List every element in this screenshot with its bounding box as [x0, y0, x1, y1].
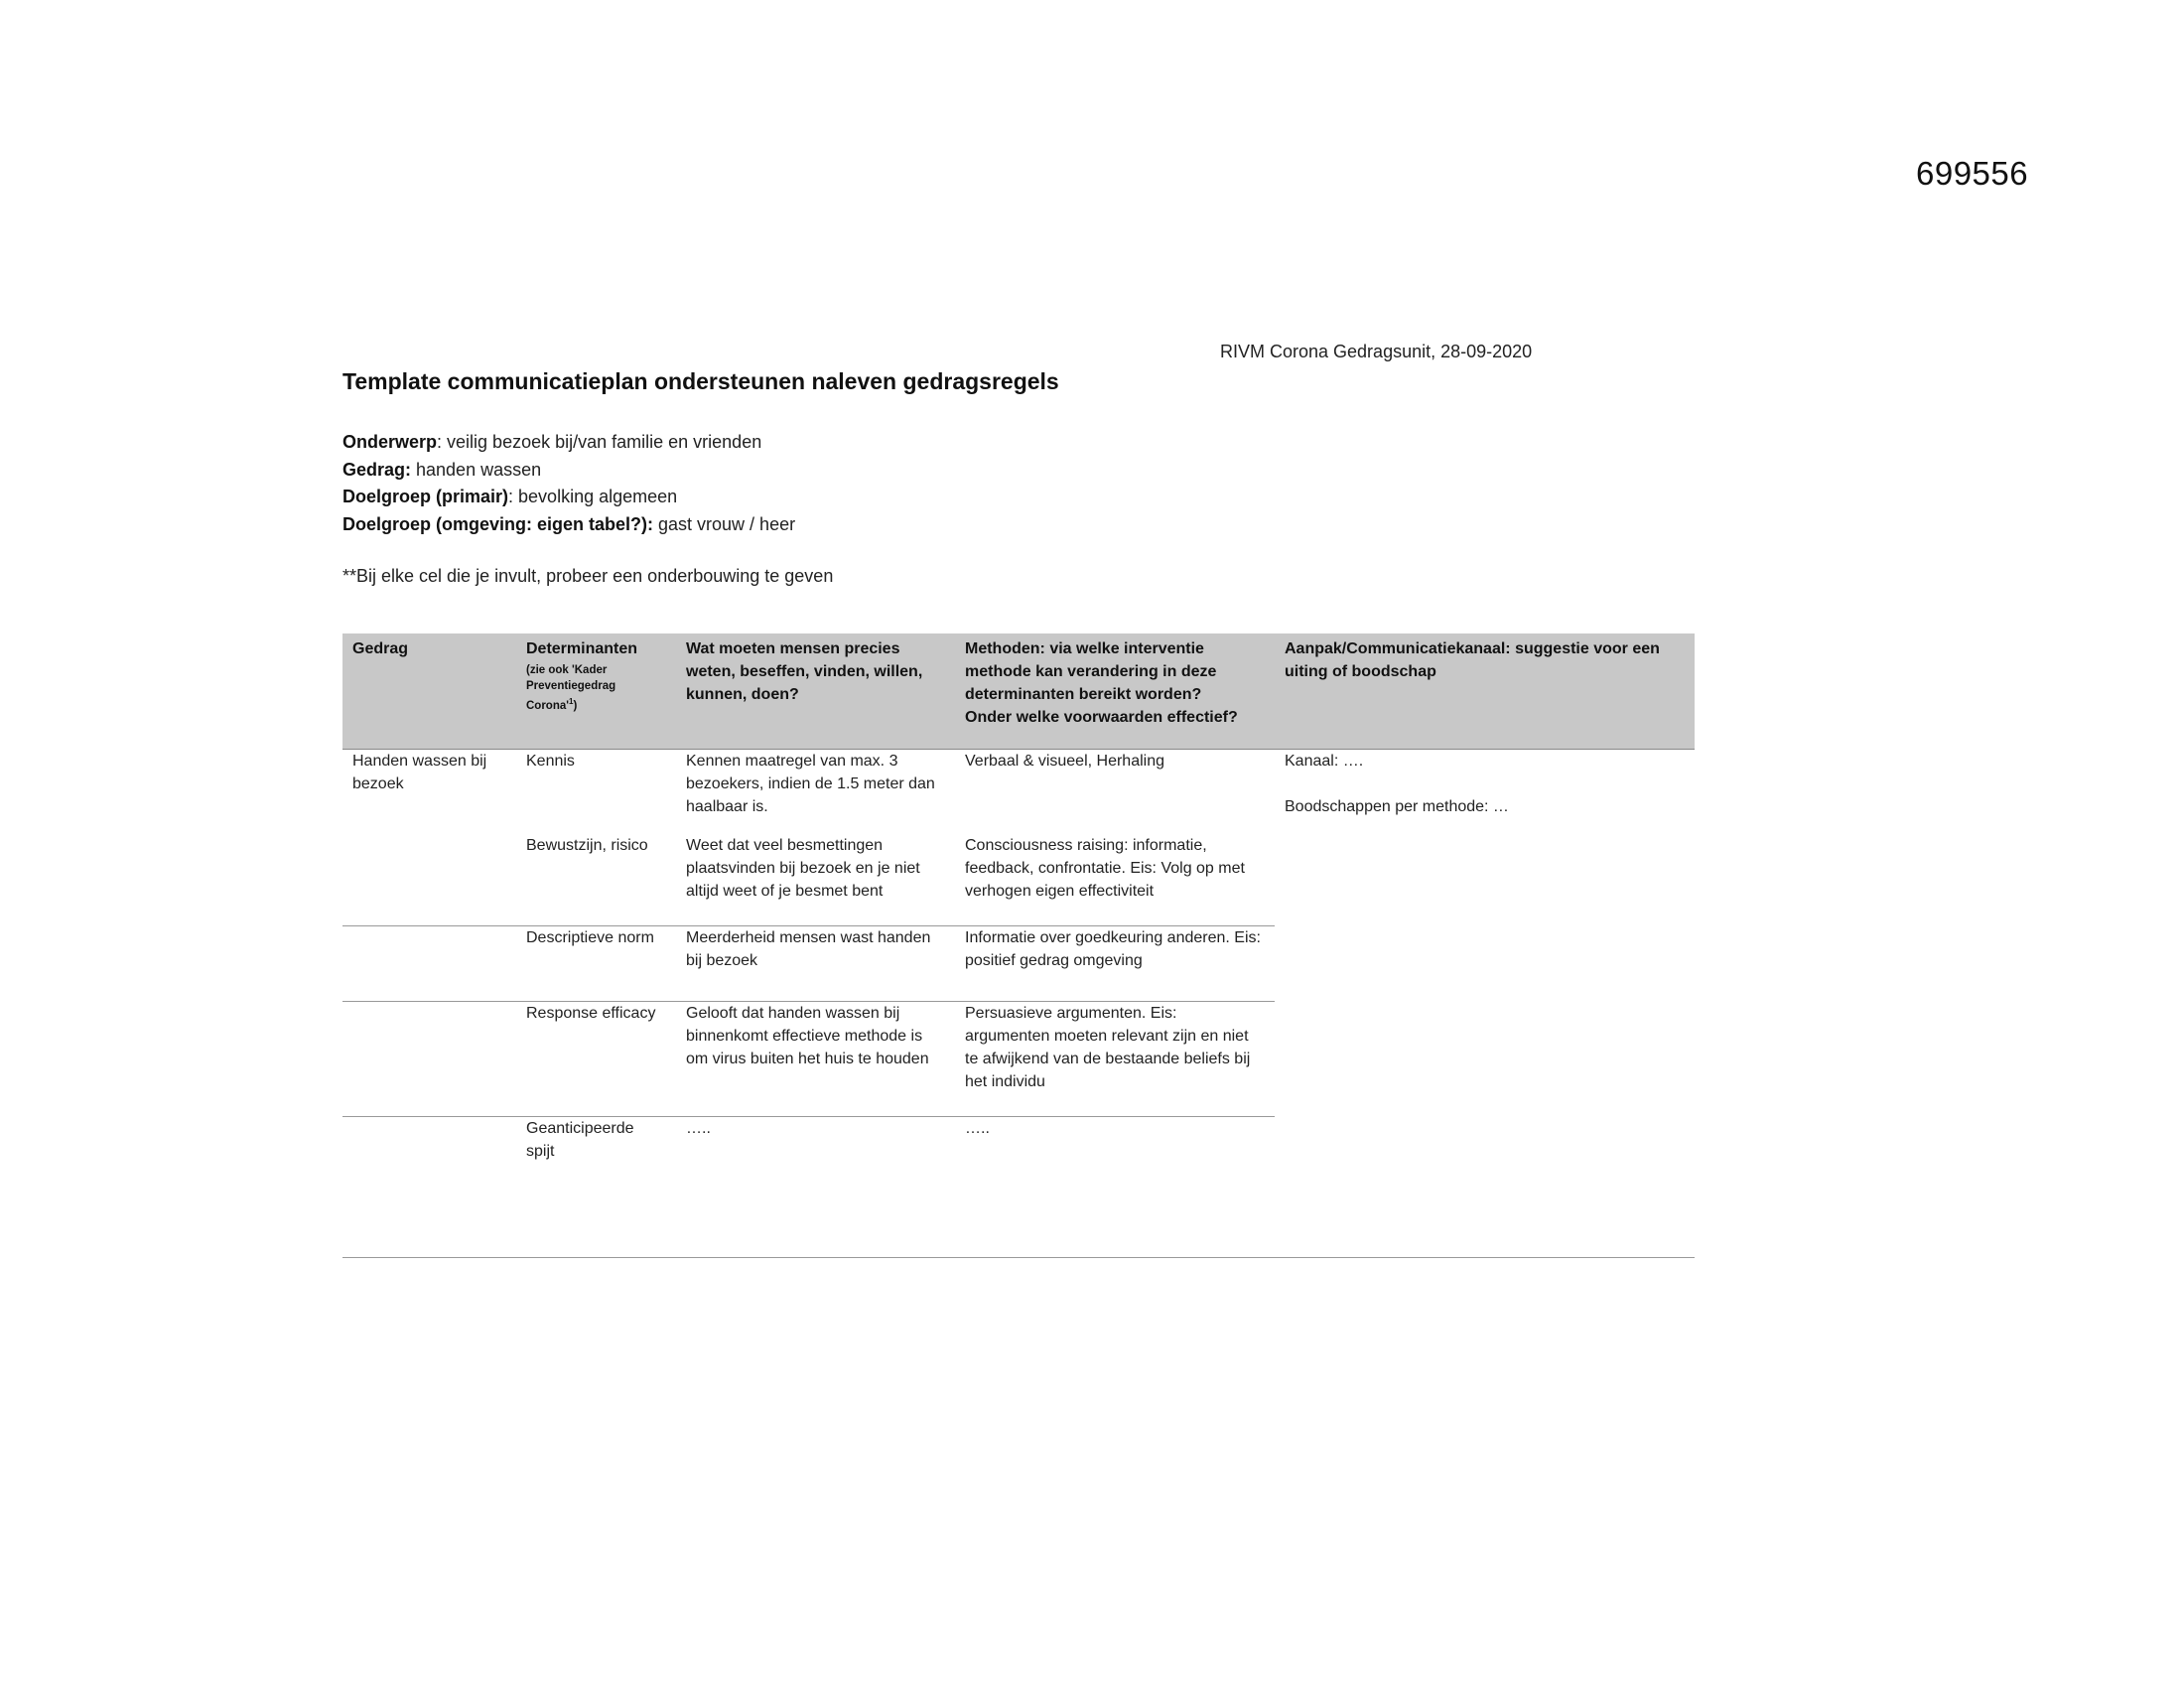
header-determinanten-note-text: (zie ook 'Kader Preventiegedrag Corona': [526, 664, 616, 712]
header-methoden-line1: Methoden: via welke interventie methode kan verandering in deze determinanten bereikt worden?: [965, 640, 1217, 703]
cell-aanpak: [1275, 1116, 1695, 1249]
cell-methode: Verbaal & visueel, Herhaling: [965, 752, 1165, 770]
meta-doelgroep-omgeving-value: gast vrouw / heer: [653, 513, 796, 534]
cell-wat: Kennen maatregel van max. 3 bezoekers, indien de 1.5 meter dan haalbaar is.: [686, 752, 935, 815]
instruction-note: **Bij elke cel die je invult, probeer een onderbouwing te geven: [342, 566, 834, 586]
table-row: [342, 1001, 1695, 1116]
table-row: [342, 925, 1695, 1001]
cell-determinant: Descriptieve norm: [516, 925, 676, 1001]
header-determinanten-label: Determinanten: [526, 640, 638, 657]
meta-doelgroep-omgeving: [342, 511, 795, 539]
meta-doelgroep-omgeving-label: Doelgroep (omgeving: eigen tabel?):: [342, 513, 654, 534]
cell-aanpak: [1275, 925, 1695, 1001]
table-header-row: [342, 633, 1695, 749]
cell-determinant: Response efficacy: [516, 1001, 676, 1116]
cell-methode: …..: [955, 1116, 1275, 1249]
header-determinanten: [516, 633, 676, 749]
table-bottom-rule: [342, 1257, 1695, 1258]
meta-doelgroep-primair: [342, 484, 795, 511]
communication-plan-table: [342, 633, 1695, 1249]
table-row: [342, 1116, 1695, 1249]
document-number: 699556: [1916, 155, 2029, 192]
cell-aanpak-spacer: [1285, 773, 1685, 795]
header-methoden: [955, 633, 1275, 749]
cell-gedrag: [342, 834, 516, 925]
source-line: RIVM Corona Gedragsunit, 28-09-2020: [1220, 342, 1533, 361]
cell-determinant: Kennis: [526, 752, 575, 770]
cell-wat: …..: [676, 1116, 955, 1249]
header-determinanten-note: [526, 662, 666, 714]
table-row: [342, 749, 1695, 834]
page-title: Template communicatieplan ondersteunen naleven gedragsregels: [342, 368, 1059, 394]
footnote-marker: 1: [569, 697, 574, 706]
meta-gedrag-label: Gedrag:: [342, 459, 412, 480]
cell-aanpak-boodschap: Boodschappen per methode: …: [1285, 797, 1509, 815]
cell-aanpak: [1275, 749, 1695, 925]
cell-wat: Weet dat veel besmettingen plaatsvinden bij bezoek en je niet altijd weet of je besmet bent: [686, 837, 920, 900]
cell-methode: Informatie over goedkeuring anderen. Eis: positief gedrag omgeving: [955, 925, 1275, 1001]
cell-aanpak-kanaal: Kanaal: ….: [1285, 752, 1364, 770]
cell-gedrag: [342, 1116, 516, 1249]
meta-gedrag-value: handen wassen: [411, 459, 542, 480]
cell-gedrag: [342, 1001, 516, 1116]
meta-onderwerp-label: Onderwerp: [342, 432, 438, 452]
cell-aanpak: [1275, 1001, 1695, 1116]
meta-doelgroep-primair-label: Doelgroep (primair): [342, 487, 509, 506]
meta-gedrag: [342, 457, 795, 485]
meta-doelgroep-primair-value: : bevolking algemeen: [508, 487, 678, 506]
meta-block: [342, 429, 795, 538]
cell-gedrag: [342, 925, 516, 1001]
cell-gedrag: Handen wassen bij bezoek: [352, 752, 487, 792]
header-aanpak: Aanpak/Communicatiekanaal: suggestie voor een uiting of boodschap: [1275, 633, 1695, 749]
header-determinanten-note-close: ): [573, 699, 578, 712]
cell-determinant: Geanticipeerde spijt: [516, 1116, 676, 1249]
meta-onderwerp-value: : veilig bezoek bij/van familie en vrienden: [437, 432, 762, 452]
header-wat-moeten-mensen: Wat moeten mensen precies weten, beseffen, vinden, willen, kunnen, doen?: [676, 633, 955, 749]
header-methoden-line2: Onder welke voorwaarden effectief?: [965, 709, 1238, 726]
cell-wat: Gelooft dat handen wassen bij binnenkomt effectieve methode is om virus buiten het huis te houden: [676, 1001, 955, 1116]
meta-onderwerp: [342, 429, 795, 457]
cell-methode: Consciousness raising: informatie, feedback, confrontatie. Eis: Volg op met verhogen eigen effectiviteit: [965, 837, 1245, 900]
cell-methode: Persuasieve argumenten. Eis: argumenten moeten relevant zijn en niet te afwijkend van de bestaande beliefs bij het individu: [955, 1001, 1275, 1116]
header-gedrag: Gedrag: [342, 633, 516, 749]
cell-determinant: Bewustzijn, risico: [526, 837, 648, 854]
cell-wat: Meerderheid mensen wast handen bij bezoek: [676, 925, 955, 1001]
